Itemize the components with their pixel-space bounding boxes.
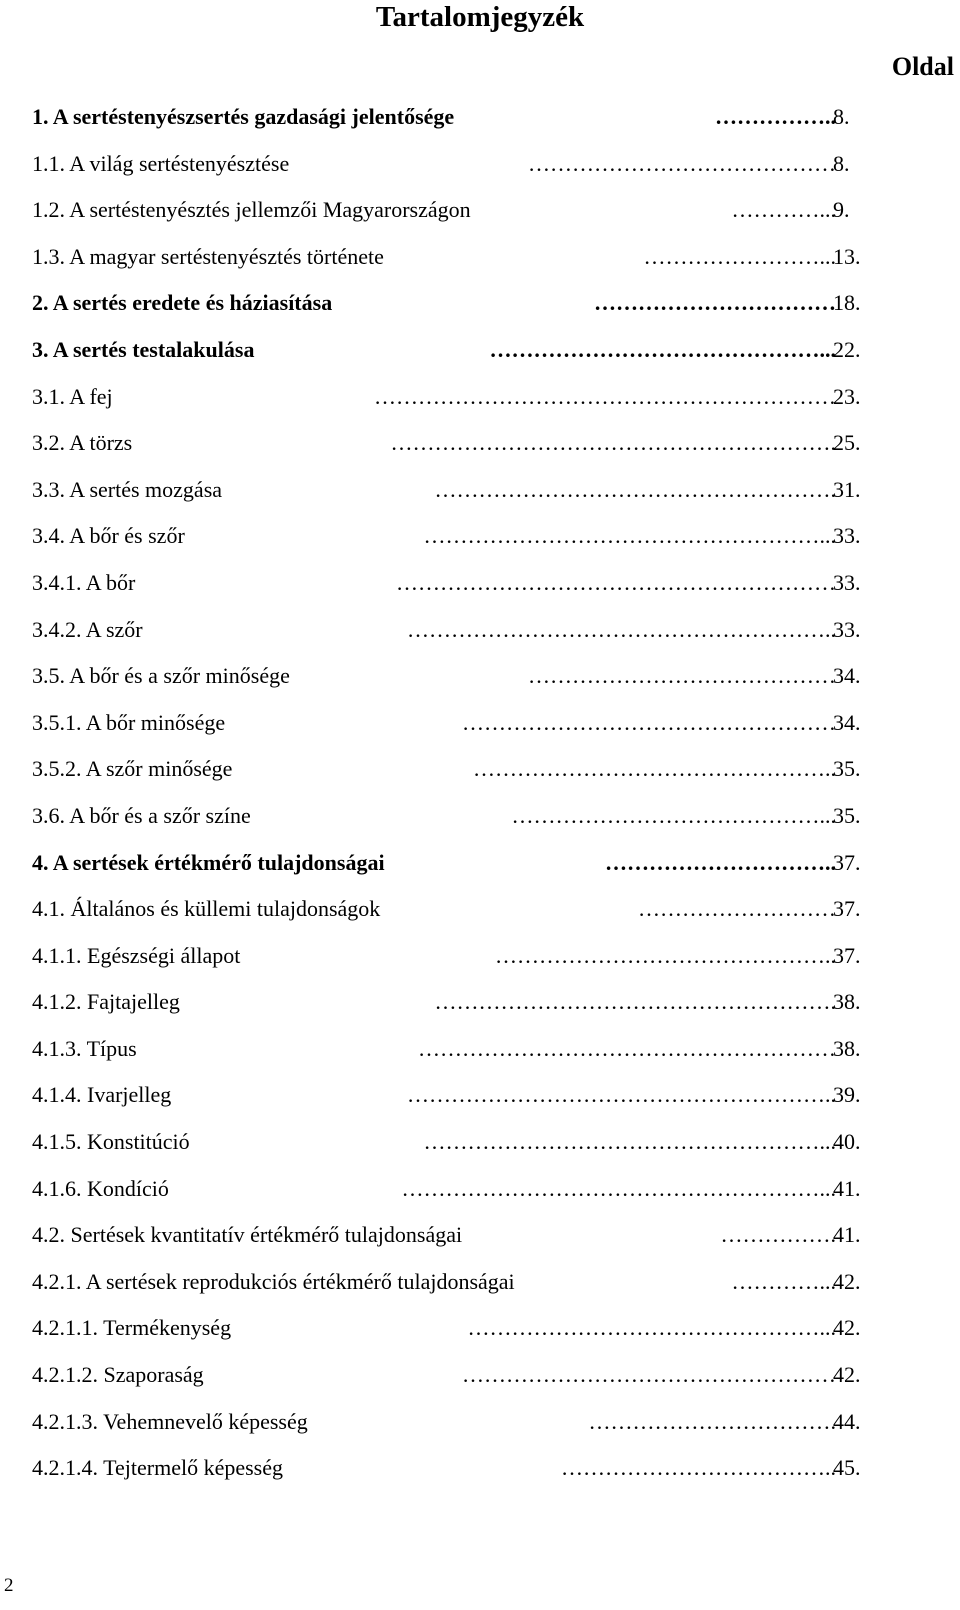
toc-entry-page: 9. bbox=[833, 197, 850, 223]
toc-entry-leader: ………………………………………………... bbox=[423, 1129, 836, 1155]
toc-entry-title: 3.6. A bőr és a szőr színe bbox=[32, 802, 251, 828]
toc-entry bbox=[32, 467, 892, 514]
toc-entry-title: 1.2. A sertéstenyésztés jellemzői Magyarországon bbox=[32, 197, 471, 223]
toc-entry-leader: …………………………… bbox=[594, 290, 836, 316]
toc-entry-title: 3.2. A törzs bbox=[32, 430, 133, 456]
toc-entry-title: 4.2.1.4. Tejtermelő képesség bbox=[32, 1455, 283, 1481]
toc-entry bbox=[32, 607, 892, 654]
toc-entry bbox=[32, 513, 892, 560]
toc-entry-title: 3.1. A fej bbox=[32, 383, 113, 409]
toc-entry-title: 4. A sertések értékmérő tulajdonságai bbox=[32, 849, 385, 875]
toc-entry bbox=[32, 560, 892, 607]
toc-entry-title: 4.1. Általános és küllemi tulajdonságok bbox=[32, 896, 381, 922]
toc-entry-title: 4.2. Sertések kvantitatív értékmérő tulajdonságai bbox=[32, 1222, 463, 1248]
toc-entry-leader: ……………………………………….. bbox=[495, 942, 836, 968]
toc-entry-page: 33. bbox=[833, 569, 861, 595]
toc-entry-title: 4.1.4. Ivarjelleg bbox=[32, 1082, 172, 1108]
toc-entry-leader: ………………………………………………… bbox=[418, 1035, 836, 1061]
toc-entry-title: 4.2.1.2. Szaporaság bbox=[32, 1362, 204, 1388]
toc-entry-leader: ……………………… bbox=[638, 896, 836, 922]
toc-entry bbox=[32, 1445, 892, 1492]
toc-entry-leader: …………………………………… bbox=[528, 663, 836, 689]
toc-entry-leader: …………….. bbox=[715, 104, 836, 129]
toc-entry-page: 44. bbox=[833, 1408, 861, 1434]
toc-entry-leader: ……………………... bbox=[643, 243, 836, 269]
toc-entry-page: 35. bbox=[833, 802, 861, 828]
toc-entry-title: 4.1.5. Konstitúció bbox=[32, 1129, 190, 1155]
toc-entry-title: 3.5. A bőr és a szőr minősége bbox=[32, 663, 290, 689]
toc-entry-page: 23. bbox=[833, 383, 861, 409]
toc-entry bbox=[32, 94, 892, 141]
toc-entry-title: 4.2.1.1. Termékenység bbox=[32, 1315, 232, 1341]
toc-entry-leader: …………………………………………… bbox=[462, 1362, 836, 1388]
toc-entry bbox=[32, 1026, 892, 1073]
toc-entry-leader: ………………………………………………….. bbox=[407, 1082, 836, 1108]
toc-entry-page: 37. bbox=[833, 896, 861, 922]
toc-entry bbox=[32, 1166, 892, 1213]
toc-entry-title: 3.5.1. A bőr minősége bbox=[32, 709, 226, 735]
toc-entry-page: 33. bbox=[833, 523, 861, 549]
toc-entry-page: 8. bbox=[833, 104, 850, 129]
toc-entry bbox=[32, 1399, 892, 1446]
toc-entry-page: 13. bbox=[833, 243, 861, 269]
toc-entry-leader: ………………………………………………... bbox=[423, 523, 836, 549]
toc-entry bbox=[32, 840, 892, 887]
toc-entry bbox=[32, 886, 892, 933]
toc-entry bbox=[32, 933, 892, 980]
toc-entry-page: 39. bbox=[833, 1082, 861, 1108]
toc-entry-page: 40. bbox=[833, 1129, 861, 1155]
toc-entry-title: 4.2.1. A sertések reprodukciós értékmérő tulajdonságai bbox=[32, 1268, 515, 1294]
toc-entry bbox=[32, 327, 892, 374]
toc-entry-title: 4.2.1.3. Vehemnevelő képesség bbox=[32, 1408, 308, 1434]
toc-entry bbox=[32, 1212, 892, 1259]
toc-entry-title: 1.1. A világ sertéstenyésztése bbox=[32, 150, 290, 176]
toc-entry-leader: ………………………………………………….. bbox=[407, 616, 836, 642]
toc-entry bbox=[32, 420, 892, 467]
toc-entry-title: 3.5.2. A szőr minősége bbox=[32, 756, 233, 782]
toc-entry-leader: ……………………………………………………. bbox=[390, 430, 836, 456]
toc-entry bbox=[32, 141, 892, 188]
toc-entry-title: 4.1.2. Fajtajelleg bbox=[32, 989, 180, 1015]
toc-entry-page: 41. bbox=[833, 1175, 861, 1201]
toc-entry bbox=[32, 280, 892, 327]
toc-entry-page: 38. bbox=[833, 989, 861, 1015]
toc-entry-page: 41. bbox=[833, 1222, 861, 1248]
toc-entry-title: 3.4.1. A bőr bbox=[32, 569, 136, 595]
table-of-contents bbox=[32, 94, 892, 1492]
page-title: Tartalomjegyzék bbox=[375, 1, 585, 33]
toc-entry bbox=[32, 979, 892, 1026]
toc-entry-title: 3.4.2. A szőr bbox=[32, 616, 143, 642]
toc-entry-leader: ………………………….. bbox=[605, 849, 836, 875]
toc-entry bbox=[32, 1352, 892, 1399]
toc-entry-page: 37. bbox=[833, 849, 861, 875]
toc-entry-leader: …………... bbox=[731, 197, 836, 223]
toc-entry-title: 3.4. A bőr és szőr bbox=[32, 523, 185, 549]
toc-entry-page: 34. bbox=[833, 663, 861, 689]
toc-entry-leader: …………………………………… bbox=[528, 150, 836, 176]
page-column-header: Oldal bbox=[891, 52, 954, 81]
toc-entry bbox=[32, 187, 892, 234]
toc-entry-title: 1. A sertéstenyészsertés gazdasági jelentősége bbox=[32, 104, 455, 129]
toc-entry bbox=[32, 1305, 892, 1352]
toc-entry-leader: ……………………………….. bbox=[561, 1455, 836, 1481]
toc-entry-page: 35. bbox=[833, 756, 861, 782]
toc-entry-page: 42. bbox=[833, 1315, 861, 1341]
toc-entry-leader: …………... bbox=[731, 1268, 836, 1294]
toc-entry-page: 22. bbox=[833, 336, 861, 362]
toc-entry-page: 42. bbox=[833, 1268, 861, 1294]
toc-entry-leader: …………………………………………… bbox=[462, 709, 836, 735]
toc-entry-title: 2. A sertés eredete és háziasítása bbox=[32, 290, 333, 316]
toc-entry-page: 34. bbox=[833, 709, 861, 735]
toc-entry bbox=[32, 374, 892, 421]
toc-entry-title: 1.3. A magyar sertéstenyésztés története bbox=[32, 243, 384, 269]
toc-entry-page: 18. bbox=[833, 290, 861, 316]
toc-entry-page: 45. bbox=[833, 1455, 861, 1481]
toc-entry-leader: ……………………………………………………… bbox=[374, 383, 836, 409]
toc-entry-leader: ………………………………………………. bbox=[434, 989, 836, 1015]
toc-entry-page: 31. bbox=[833, 476, 861, 502]
toc-entry-leader: ……………………………………... bbox=[511, 802, 836, 828]
toc-entry bbox=[32, 653, 892, 700]
toc-entry-page: 42. bbox=[833, 1362, 861, 1388]
toc-entry-title: 4.1.6. Kondíció bbox=[32, 1175, 169, 1201]
toc-entry-leader: ………………………………………….. bbox=[473, 756, 836, 782]
toc-entry bbox=[32, 1119, 892, 1166]
toc-entry-leader: ……………. bbox=[720, 1222, 836, 1248]
toc-entry bbox=[32, 700, 892, 747]
toc-entry-leader: …………………………………………………... bbox=[401, 1175, 836, 1201]
toc-entry-page: 37. bbox=[833, 942, 861, 968]
toc-entry bbox=[32, 234, 892, 281]
toc-entry-title: 4.1.3. Típus bbox=[32, 1035, 137, 1061]
toc-entry-page: 33. bbox=[833, 616, 861, 642]
toc-entry-leader: …………………………………………………… bbox=[396, 569, 836, 595]
toc-entry bbox=[32, 1072, 892, 1119]
toc-entry bbox=[32, 746, 892, 793]
toc-entry-page: 38. bbox=[833, 1035, 861, 1061]
toc-entry-title: 4.1.1. Egészségi állapot bbox=[32, 942, 241, 968]
toc-entry-leader: ………………………………………………. bbox=[434, 476, 836, 502]
toc-entry bbox=[32, 1259, 892, 1306]
toc-entry-leader: …………………………………………... bbox=[467, 1315, 836, 1341]
footer-page-number: 2 bbox=[4, 1575, 14, 1596]
toc-entry bbox=[32, 793, 892, 840]
toc-entry-page: 8. bbox=[833, 150, 850, 176]
toc-entry-title: 3. A sertés testalakulása bbox=[32, 336, 255, 362]
toc-entry-title: 3.3. A sertés mozgása bbox=[32, 476, 223, 502]
toc-entry-page: 25. bbox=[833, 430, 861, 456]
toc-entry-leader: ……………………………. bbox=[588, 1408, 836, 1434]
toc-entry-leader: ………………………………………... bbox=[489, 336, 836, 362]
